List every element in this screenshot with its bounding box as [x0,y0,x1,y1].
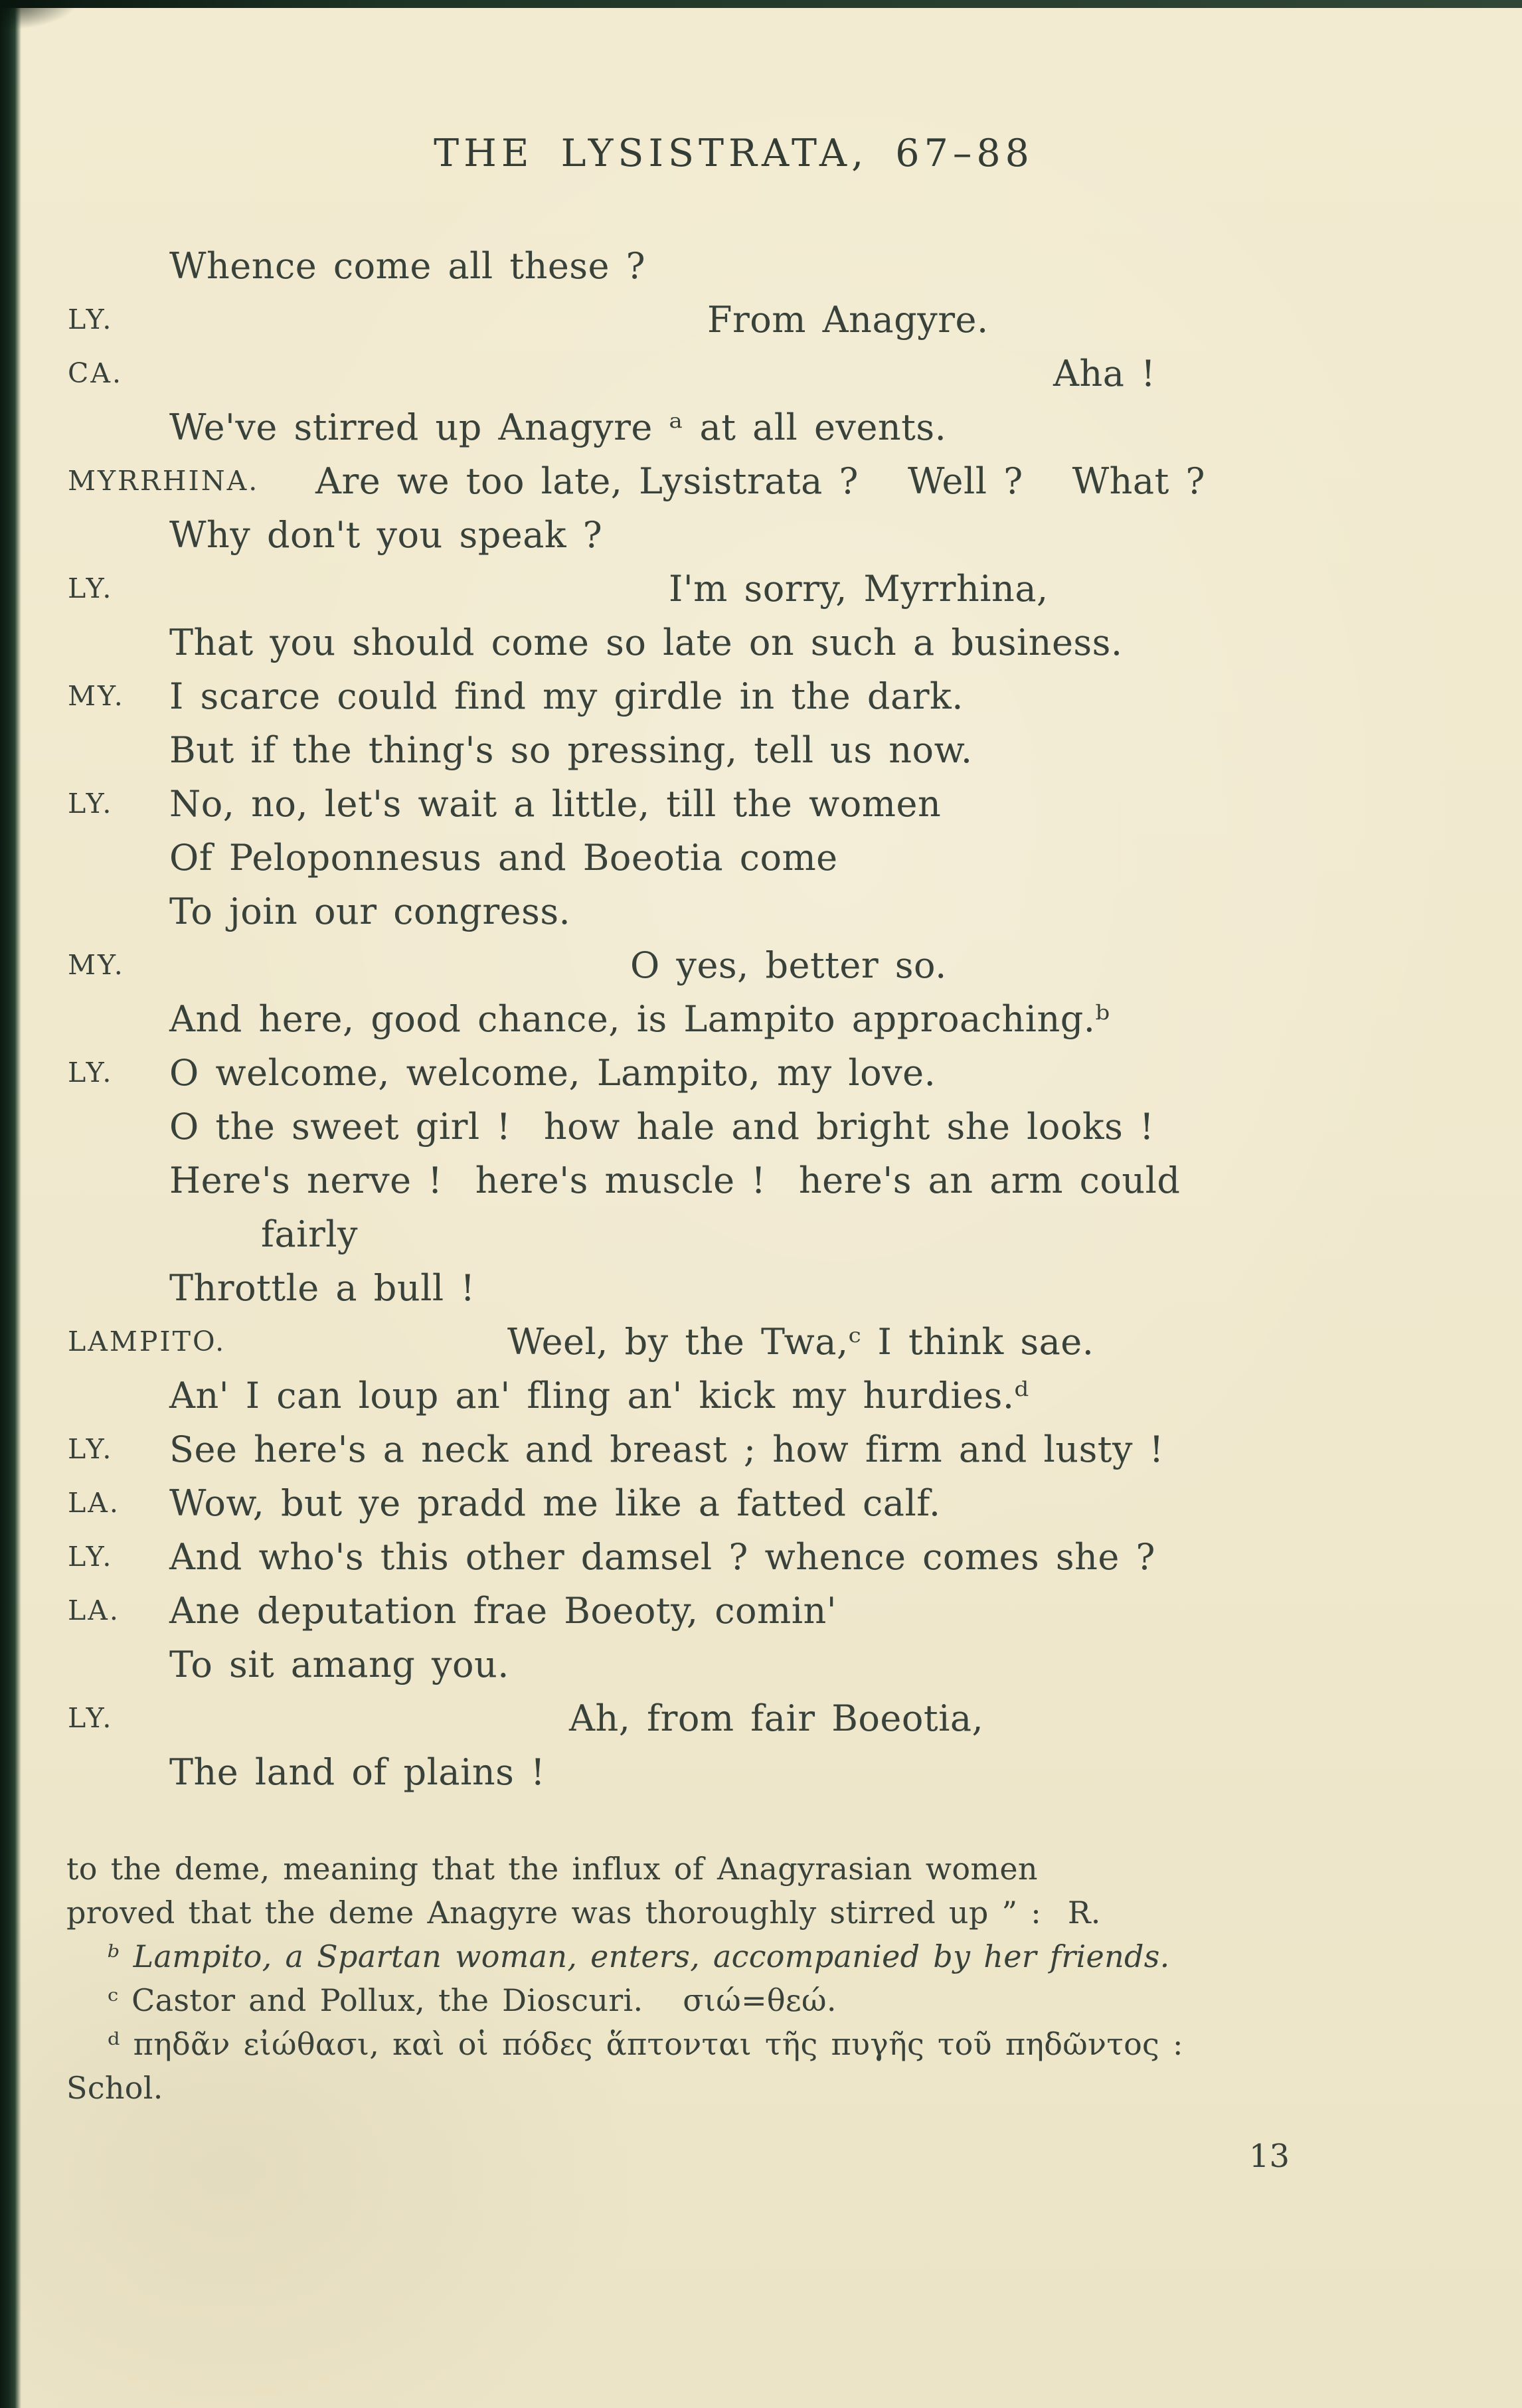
line-text: O welcome, welcome, Lampito, my love. [169,1052,936,1094]
line-text: Ane deputation frae Boeoty, comin' [169,1590,837,1632]
speaker-label: LA. [68,1487,120,1519]
footnotes [66,1847,1401,2110]
footnote-line: proved that the deme Anagyre was thoroughly stirred up ” : R. [66,1895,1101,1931]
play-line [66,347,1401,400]
line-text: fairly [261,1213,359,1255]
speaker-label: MY. [68,680,125,712]
play-line [66,992,1401,1046]
footnote-line: ᶜ Castor and Pollux, the Dioscuri. σιώ=θεώ. [108,1982,837,2018]
line-text: Are we too late, Lysistrata ? Well ? What ? [315,460,1205,502]
line-text: O the sweet girl ! how hale and bright she looks ! [169,1106,1155,1148]
play-line [66,562,1401,616]
line-text: Whence come all these ? [169,245,646,287]
speaker-label: LY. [68,303,114,335]
line-text: See here's a neck and breast ; how firm and lusty ! [169,1428,1164,1470]
play-line [66,1315,1401,1369]
footnote-line: to the deme, meaning that the influx of Anagyrasian women [66,1851,1038,1887]
page-number: 13 [1248,2138,1290,2175]
play-line [66,616,1401,669]
binding-edge-left [0,0,21,2408]
speaker-label: LY. [68,1433,114,1465]
play-line [66,508,1401,562]
play-line [66,1584,1401,1638]
speaker-label: CA. [68,357,124,389]
play-line [66,1207,1401,1261]
line-text: We've stirred up Anagyre ᵃ at all events. [169,406,947,448]
play-line [66,1369,1401,1422]
line-text: And who's this other damsel ? whence comes she ? [169,1536,1155,1578]
line-text: Ah, from fair Boeotia, [569,1697,984,1739]
play-text [66,239,1401,1799]
line-text: No, no, let's wait a little, till the women [169,783,942,825]
speaker-label: LY. [68,1057,114,1088]
play-line [66,1100,1401,1154]
page-content [66,0,1401,2175]
speaker-label: LAMPITO. [68,1326,226,1357]
line-text: Aha ! [1053,353,1156,394]
play-line [66,239,1401,293]
play-line [66,1530,1401,1584]
speaker-label: LY. [68,1541,114,1573]
footnote-line: Schol. [66,2070,163,2106]
play-line [66,1638,1401,1691]
play-line [66,1261,1401,1315]
play-line [66,1691,1401,1745]
line-text: An' I can loup an' fling an' kick my hurdies.ᵈ [169,1375,1029,1417]
line-text: Why don't you speak ? [169,514,603,556]
line-text: The land of plains ! [169,1751,546,1793]
line-text: Here's nerve ! here's muscle ! here's an arm could [169,1160,1181,1201]
line-text: But if the thing's so pressing, tell us now. [169,729,973,771]
play-line [66,831,1401,885]
line-text: I'm sorry, Myrrhina, [669,568,1049,610]
footnote-line: ᵈ πηδᾶν εἰώθασι, καὶ οἱ πόδες ἅπτονται τῆς πυγῆς τοῦ πηδῶντος : [108,2026,1183,2062]
line-text: To sit amang you. [169,1644,509,1685]
line-text: O yes, better so. [630,944,947,986]
play-line [66,885,1401,938]
line-text: I scarce could find my girdle in the dark. [169,675,964,717]
footnote-line: ᵇ Lampito, a Spartan woman, enters, accompanied by her friends. [108,1938,1170,1974]
play-line [66,1422,1401,1476]
speaker-label: LY. [68,572,114,604]
line-text: And here, good chance, is Lampito approaching.ᵇ [169,998,1110,1040]
play-line [66,400,1401,454]
line-text: Weel, by the Twa,ᶜ I think sae. [507,1321,1094,1363]
line-text: That you should come so late on such a business. [169,622,1123,663]
running-head: THE LYSISTRATA, 67–88 [434,131,1034,175]
line-text: Wow, but ye pradd me like a fatted calf. [169,1482,941,1524]
play-line [66,777,1401,831]
speaker-label: LA. [68,1594,120,1626]
play-line [66,669,1401,723]
play-line [66,1476,1401,1530]
play-line [66,293,1401,347]
speaker-label: LY. [68,1702,114,1734]
play-line [66,1154,1401,1207]
play-line [66,1745,1401,1799]
line-text: Throttle a bull ! [169,1267,475,1309]
play-line [66,723,1401,777]
play-line [66,938,1401,992]
speaker-label: MY. [68,949,125,981]
play-line [66,1046,1401,1100]
line-text: Of Peloponnesus and Boeotia come [169,837,838,879]
line-text: From Anagyre. [707,299,989,341]
line-text: To join our congress. [169,891,571,932]
play-line [66,454,1401,508]
speaker-label: LY. [68,788,114,819]
speaker-label: MYRRHINA. [68,465,260,497]
